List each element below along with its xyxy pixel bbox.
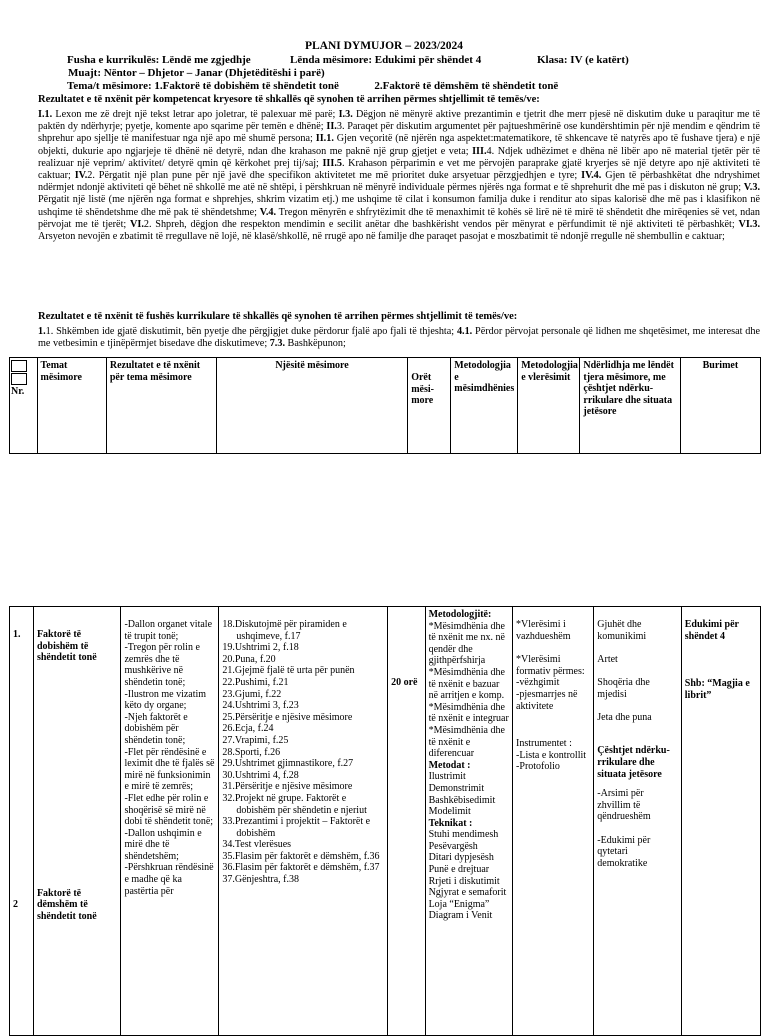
resources-textbook: Edukimi për shëndet 4 (684, 619, 739, 642)
methodologies-list: *Mësimdhënia dhe të nxënit me nx. në qendër dhe gjithpërfshirja *Mësimdhënia dhe të nxënit e bazuar në arritjen e komp. *Mësimdhënia dhe të nxënit e integruar *Mësimdhënia dhe të nxënit e diferencuar (428, 620, 509, 760)
competence-text: Gjen të përbashkëtat dhe ndryshimet ndërmjet ndonjë aktiviteti që bëhet në shkollë me atë në shtëpi, i përshkruan në mënyrë individuale përmes njërës nga format e të shprehurit dhe më pas i diskuton në grup; (38, 170, 760, 194)
class-label: Klasa: IV (e katërt) (537, 54, 629, 66)
competence-text: 3. Paraqet për diskutim argumentet për pajtueshmërinë ose kundërshtimin për një mendim e qëndrim të shprehur apo sjellje të manifestuar nga një apo më shumë persona; (38, 121, 760, 145)
hours-value: 20 orë (391, 677, 418, 688)
assessment-cell (513, 607, 594, 1036)
competence-text: 2. Përgatit një plan pune për një javë dhe specifikon aktivitetet me më prioritet duke arsyetuar përzgjedhjen e tyre; (87, 170, 582, 182)
competence-code: II. (326, 121, 337, 133)
topics-cell (33, 607, 120, 1036)
competence-text: Dëgjon në mënyrë aktive prezantimin e tjetrit dhe merr pjesë në diskutim duke u paraqitur me të paktën dy ndërhyrje; pyetje, komente apo sqarime për temën e dhënë; (38, 109, 760, 133)
subject-name: Lënda mësimore: Edukimi për shëndet 4 (290, 54, 482, 66)
competence-text: . Krahason përparimin e vet me përvojën paraprake gjatë kryerjes së një detyre apo një aktiviteti të caktuar; (38, 157, 760, 182)
outcome-text: Përdor përvojat personale që lidhen me shqetësimet, me interesat dhe me vetbesimin e tjinëpërmjet bisedave dhe diskutimeve; (38, 326, 760, 350)
links-subjects: Gjuhët dhe komunikimi Artet Shoqëria dhe mjedisi Jeta dhe puna (597, 619, 652, 723)
unit-item: 20.Puna, f.20 (222, 653, 276, 665)
unit-item: 33.Prezantimi i projektit – Faktorët e dobishëm (222, 816, 371, 839)
topic-2: 2.Faktorë të dëmshëm të shëndetit tonë (374, 80, 559, 92)
header-temat: Temat mësimore (37, 358, 106, 454)
topic-1: : 1.Faktorë të dobishëm të shëndetit tonë (147, 80, 339, 92)
competence-text: Gjen veçoritë (në njërën nga aspektet:matematikore, të shkencave të natyrës apo të fushave tjera) e një objekti, dukurie apo ngjarjeje të dhënë në detyrë, ndan dhe krahason me paknë një grup gjetjet e veta; (38, 133, 760, 157)
competence-code: VI.3. (738, 218, 760, 230)
methods-title: Metodat : (428, 759, 471, 771)
header-nderlidhja: Ndërlidhja me lëndët tjera mësimore, me çështjet ndërku-rrikulare dhe situata jetësore (580, 358, 680, 454)
assessment-instruments: Instrumentet : -Lista e kontrollit -Protofolio (516, 738, 587, 773)
row2-topic: Faktorë të dëmshëm të shëndetit tonë (36, 887, 97, 922)
header-vleresimi: Metodologjia e vlerësimit (518, 358, 580, 454)
unit-item: 18.Diskutojmë për piramiden e ushqimeve, f.17 (222, 619, 347, 642)
hours-cell (388, 607, 425, 1036)
teaching-methodology-cell (425, 607, 512, 1036)
competence-code: III. (472, 145, 487, 157)
outcome-code: 1. (38, 326, 46, 337)
competence-text: Lexon me zë drejt një tekst letrar apo joletrar, të palexuar më parë; (52, 109, 339, 120)
assessment-formative: *Vlerësimi formativ përmes: -vëzhgimit -pjesmarrjes në aktivitete (516, 654, 585, 712)
unit-item: 30.Ushtrimi 4, f.28 (222, 769, 299, 781)
competence-code: VI. (130, 218, 144, 230)
topics-label: Tema/t mësimore (67, 80, 148, 92)
section-key-competences-text (38, 109, 760, 243)
header-nr-cell (10, 358, 38, 454)
competence-text: Përgatit një listë (me njërën nga format e shprehjes, shkrim vizatim etj.) me ushqime të cilat i konsumon familja duke i renditur ato sipas kalorisë dhe më pas i klasifikon në ushqime të shëndetshme dhe më pak të shëndetshme; (38, 194, 760, 218)
plan-main-table (9, 606, 761, 1036)
header-metodologjia: Metodologjia e mësimdhënies (451, 358, 518, 454)
unit-item: 23.Gjumi, f.22 (222, 688, 282, 700)
document-title: PLANI DYMUJOR – 2023/2024 (304, 40, 464, 52)
competence-code: III.5 (322, 157, 342, 169)
row1-topic: Faktorë të dobishëm të shëndetit tonë (36, 629, 97, 664)
techniques-title: Teknikat : (428, 817, 473, 829)
row1-number: 1. (13, 629, 21, 640)
competence-code: V.4. (259, 206, 277, 218)
crosscurricular-list: -Arsimi për zhvillim të qëndrueshëm -Edukimi për qytetari demokratike (597, 788, 651, 869)
competence-code: I.3. (338, 109, 353, 120)
assessment-continuous: *Vlerësimi i vazhdueshëm (516, 619, 571, 642)
methods-list: Ilustrimit Demonstrimit Bashkëbisedimit Modelimit (428, 771, 496, 818)
outcome-code: 7.3. (269, 338, 285, 350)
header-njesite: Njësitë mësimore (216, 358, 407, 454)
unit-item: 36.Flasim për faktorët e dëmshëm, f.37 (222, 862, 380, 874)
units-list (222, 619, 384, 886)
unit-item: 24.Ushtrimi 3, f.23 (222, 700, 299, 712)
resources-cell (681, 607, 760, 1036)
competence-code: V.3. (743, 182, 760, 194)
methodologies-title: Metodologjitë: (428, 609, 492, 620)
unit-item: 19.Ushtrimi 2, f.18 (222, 642, 299, 654)
crosscurricular-title: Çështjet ndërku-rrikulare dhe situata jetësore (597, 745, 670, 780)
header-nr: Nr. (11, 386, 25, 397)
competence-text: 2. Shpreh, dëgjon dhe respekton mendimin e secilit anëtar dhe bashkërisht vendos për mënyrat e përfundimit të një aktiviteti të përbashkët; (143, 218, 739, 230)
unit-item: 32.Projekt në grupe. Faktorët e dobishëm për shëndetin e njeriut (222, 792, 367, 816)
unit-item: 37.Gënjeshtra, f.38 (222, 874, 299, 886)
section-key-competences-title: Rezultatet e të nxënit për kompetencat kryesore të shkallës që synohen të arrihen përmes shtjellimit të temës/ve: (38, 94, 540, 105)
row2-number: 2 (13, 898, 18, 910)
competence-text: 4. Ndjek udhëzimet e dhëna në libër apo në material tjetër për të realizuar një veprim/ aktivitet/ detyrë qmin që kërkohet prej tij/saj; (38, 145, 760, 169)
learning-outcomes-cell: -Dallon organet vitale të trupit tonë; -Tregon për rolin e zemrës dhe të mushkërive në shëndetin tonë; -Ilustron me vizatim këto dy organe; -Njeh faktorët e dobishëm për shëndetin tonë; -Flet për rëndësinë e leximit dhe të fjalës së mirë në funksionimin e mirë të zemrës; -Flet edhe për rolin e shoqërisë së mirë në dobi të shëndetit tonë; -Dallon ushqimin e mirë dhe të shëndetshëm; -Përshkruan rëndësinë e madhe që ka pastërtia për (121, 607, 219, 1036)
unit-item: 22.Pushimi, f.21 (222, 676, 289, 688)
outcome-code: 4.1. (456, 326, 473, 337)
nr-cell (10, 607, 34, 1036)
unit-item: 31.Përsëritje e njësive mësimore (222, 781, 353, 793)
section-curricular-title: Rezultatet e të nxënit të fushës kurrikulare të shkallës që synohen të arrihen përmes shtjellimit të temës/ve: (38, 311, 518, 322)
checkbox-2 (11, 373, 27, 385)
competence-code: II.1. (315, 133, 334, 145)
header-burimet: Burimet (680, 358, 760, 454)
outcome-text: 1. Shkëmben ide gjatë diskutimit, bën pyetje dhe përgjigjet duke përdorur fjalë apo fjali të thjeshta; (45, 326, 457, 337)
outcome-text: Bashkëpunon; (284, 338, 346, 350)
unit-item: 21.Gjejmë fjalë të urta për punën (222, 665, 355, 677)
techniques-list: Stuhi mendimesh Pesëvargësh Ditari dypjesësh Punë e drejtuar Rrjeti i diskutimit Ngjyrat e semaforit Loja “Enigma” Diagram i Venit (428, 829, 507, 922)
months-label: Muajt: Nëntor – Dhjetor – Janar (Dhjetëditëshi i parë) (68, 67, 325, 79)
unit-item: 27.Vrapimi, f.25 (222, 734, 289, 746)
resources-shb: Shb: “Magjia e librit” (684, 678, 750, 701)
competence-code: I.1. (38, 109, 53, 120)
competence-text: Tregon mënyrën e shfrytëzimit dhe të menaxhimit të kohës së lirë në të mirë të shëndetit dhe mirëqenies së vet, ndan përvojat me të tjerët; (38, 206, 760, 230)
units-cell (219, 607, 388, 1036)
header-oret: Orët mësi-more (408, 358, 451, 454)
competence-code: IV.4. (581, 170, 602, 182)
unit-item: 28.Sporti, f.26 (222, 746, 281, 758)
unit-item: 34.Test vlerësues (222, 839, 292, 851)
competence-text: Arsyeton nevojën e zbatimit të rregullave në lojë, në klasë/shkollë, në rrugë apo në familje dhe paraqet pasojat e moszbatimit të ndonjë rregulle në shembullin e caktuar; (38, 231, 725, 243)
unit-item: 35.Flasim për faktorët e dëmshëm, f.36 (222, 850, 380, 862)
unit-item: 26.Ecja, f.24 (222, 723, 274, 735)
section-curricular-text (38, 326, 760, 350)
unit-item: 29.Ushtrimet gjimnastikore, f.27 (222, 758, 354, 770)
subject-area: Fusha e kurrikulës: Lëndë me zgjedhje (67, 54, 251, 66)
competence-code: IV. (74, 170, 88, 182)
topics-line (67, 80, 558, 92)
header-rezultatet: Rezultatet e të nxënit për tema mësimore (106, 358, 216, 454)
checkbox-1 (11, 360, 27, 372)
unit-item: 25.Përsëritje e njësive mësimore (222, 711, 353, 723)
links-cell (594, 607, 681, 1036)
plan-header-table (9, 357, 761, 454)
